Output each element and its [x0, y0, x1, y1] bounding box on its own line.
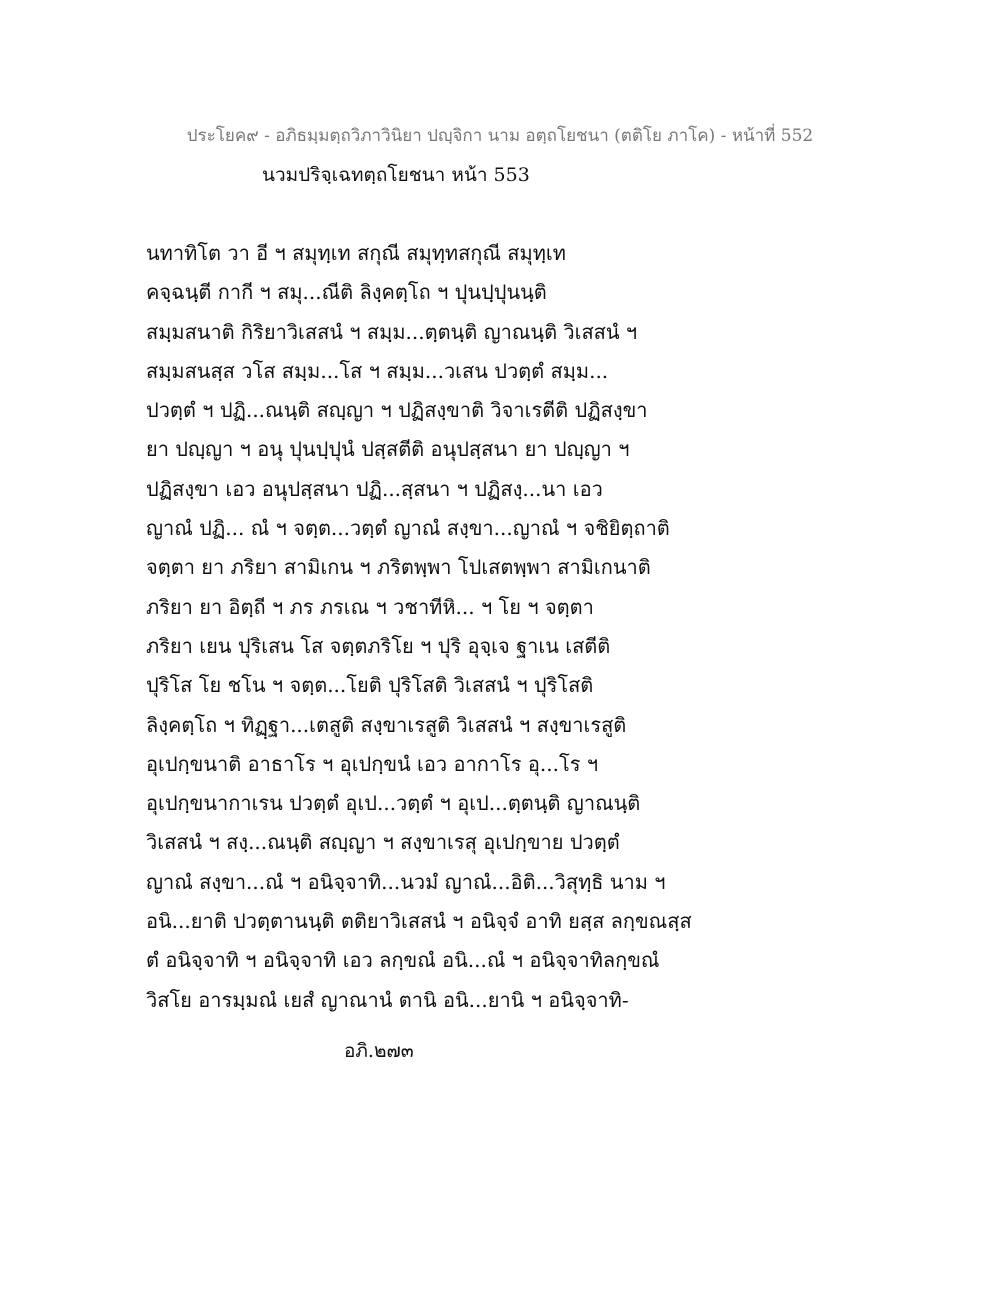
text-line: อุเปกฺขนาติ อาธาโร ฯ อุเปกฺขนํ เอว อากาโร อุ...โร ฯ [146, 751, 599, 776]
page-reference: อภิ.๒๗๓ [344, 1040, 414, 1062]
text-line: นทาทิโต วา อี ฯ สมุทฺเท สกุณี สมุทฺทสกุณี สมุทฺเท [146, 241, 566, 265]
text-line: อนิ...ยาติ ปวตฺตานนฺติ ตติยาวิเสสนํ ฯ อนิจฺจํ อาทิ ยสฺส ลกฺขณสฺส [146, 909, 692, 934]
text-line: ภริยา ยา อิตฺถี ฯ ภร ภรเณ ฯ วชาทีหิ... ฯ โย ฯ จตฺตา [146, 594, 594, 619]
text-line: ปวตฺตํ ฯ ปฏิ...ณนฺติ สญฺญา ฯ ปฏิสงฺขาติ วิจาเรตีติ ปฏิสงฺขา [146, 398, 648, 423]
running-header: ประโยค๙ - อภิธมฺมตฺถวิภาวินิยา ปญฺจิกา นาม อตฺถโยชนา (ตติโย ภาโค) - หน้าที่ 552 [186, 126, 814, 146]
text-line: ปฏิสงฺขา เอว อนุปสฺสนา ปฏิ...สฺสนา ฯ ปฏิสงฺ...นา เอว [146, 476, 603, 501]
text-line: วิสโย อารมฺมณํ เยสํ ญาณานํ ตานิ อนิ...ยานิ ฯ อนิจฺจาทิ- [146, 987, 629, 1012]
text-line: อุเปกฺขนากาเรน ปวตฺตํ อุเป...วตฺตํ ฯ อุเป...ตฺตนฺติ ญาณนฺติ [146, 791, 641, 816]
text-line: ภริยา เยน ปุริเสน โส จตฺตภริโย ฯ ปุริ อุจฺเจ ฐาเน เสตีติ [146, 633, 611, 658]
text-line: จตฺตา ยา ภริยา สามิเกน ฯ ภริตพฺพา โปเสตพฺพา สามิเกนาติ [146, 555, 651, 580]
text-line: สมฺมสนสฺส วโส สมฺม...โส ฯ สมฺม...วเสน ปวตฺตํ สมฺม... [146, 358, 609, 383]
text-line: สมฺมสนาติ กิริยาวิเสสนํ ฯ สมฺม...ตฺตนฺติ ญาณนฺติ วิเสสนํ ฯ [146, 319, 638, 344]
text-line: ลิงฺคตฺโถ ฯ ทิฏฺฐา...เตสูติ สงฺขาเรสูติ วิเสสนํ ฯ สงฺขาเรสูติ [146, 712, 627, 737]
text-line: ญาณํ ปฏิ... ณํ ฯ จตฺต...วตฺตํ ญาณํ สงฺขา...ญาณํ ฯ จชิยิตฺถาติ [146, 516, 670, 541]
text-line: ยา ปญฺญา ฯ อนุ ปุนปฺปุนํ ปสฺสตีติ อนุปสฺสนา ยา ปญฺญา ฯ [146, 437, 630, 462]
text-line: ปุริโส โย ชโน ฯ จตฺต...โยติ ปุริโสติ วิเสสนํ ฯ ปุริโสติ [146, 673, 594, 698]
text-line: วิเสสนํ ฯ สงฺ...ณนฺติ สญฺญา ฯ สงฺขาเรสุ อุเปกฺขาย ปวตฺตํ [146, 830, 620, 855]
section-title: นวมปริจฺเฉทตฺถโยชนา หน้า 553 [262, 164, 530, 186]
body-text [146, 234, 866, 1020]
text-line: คจฺฉนฺตี กากี ฯ สมุ...ณีติ ลิงฺคตฺโถ ฯ ปุนปฺปุนนฺติ [146, 280, 547, 305]
text-line: ตํ อนิจฺจาทิ ฯ อนิจฺจาทิ เอว ลกฺขณํ อนิ...ณํ ฯ อนิจฺจาทิลกฺขณํ [146, 948, 660, 973]
text-line: ญาณํ สงฺขา...ณํ ฯ อนิจฺจาทิ...นวมํ ญาณํ...อิติ...วิสุทฺธิ นาม ฯ [146, 869, 666, 894]
